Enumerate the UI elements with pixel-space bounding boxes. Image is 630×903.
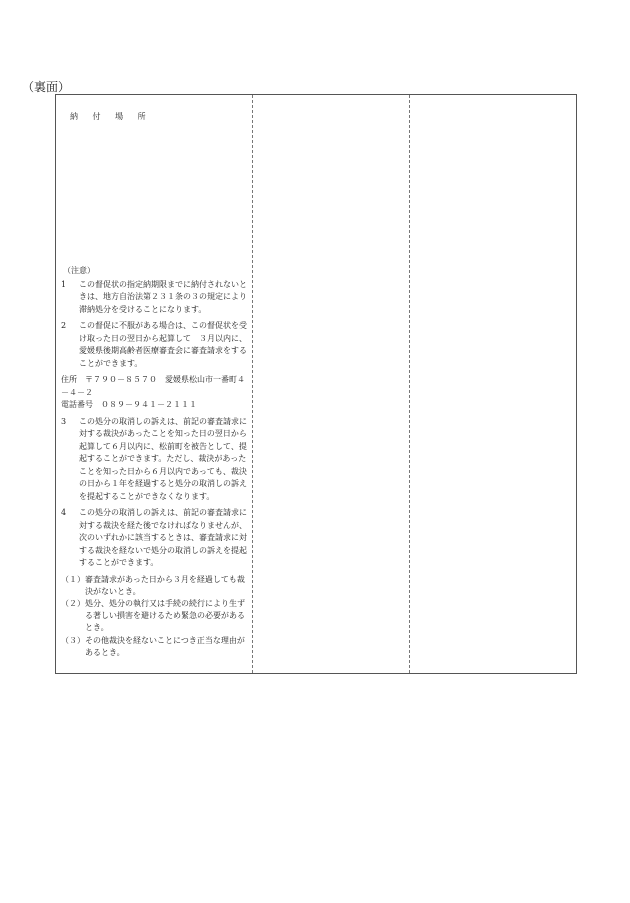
note-text: この督促状の指定納期限までに納付されないときは、地方自治法第２３１条の３の規定により滞納処分を受けることになります。 <box>79 279 247 314</box>
address-line: 住所 〒７９０－８５７０ 愛媛県松山市一番町４－４－２ <box>61 375 245 397</box>
note-item <box>61 320 251 370</box>
sub-note-item <box>61 598 251 635</box>
form-frame <box>55 94 577 674</box>
sub-note-number: （２） <box>61 598 85 608</box>
sub-note-text: その他裁決を経ないことにつき正当な理由があるとき。 <box>85 635 245 657</box>
sub-note-number: （１） <box>61 574 85 584</box>
sub-note-text: 処分、処分の執行又は手続の続行により生ずる著しい損害を避けるため緊急の必要があるとき。 <box>85 598 245 633</box>
sub-note-text: 審査請求があった日から３月を経過しても裁決がないとき。 <box>85 574 245 596</box>
sub-note-number: （３） <box>61 635 85 645</box>
phone-line: 電話番号 ０８９－９４１－２１１１ <box>61 400 197 409</box>
review-board-address <box>61 374 251 412</box>
note-text: この処分の取消しの訴えは、前記の審査請求に対する裁決があったことを知った日の翌日から起算して６月以内に、松前町を被告として、提起することができます。ただし、裁決があったことを知った日から６月以内であっても、裁決の日から１年を経過すると処分の取消しの訴えを提起することができなくなります。 <box>79 416 247 501</box>
payment-place-heading: 納 付 場 所 <box>70 112 152 121</box>
note-number: 3 <box>61 416 67 426</box>
note-item <box>61 279 251 317</box>
note-text: この処分の取消しの訴えは、前記の審査請求に対する裁決を経た後でなければなりませんが、次のいずれかに該当するときは、審査請求に対する裁決を経ないで処分の取消しの訴えを提起することができます。 <box>79 508 247 567</box>
note-number: 2 <box>61 321 67 330</box>
note-text: この督促に不服がある場合は、この督促状を受け取った日の翌日から起算して ３月以内に、愛媛県後期高齢者医療審査会に審査請求をすることができます。 <box>79 321 247 368</box>
notes-title: （注意） <box>63 266 95 275</box>
notes-section <box>61 265 251 659</box>
note-item <box>61 507 251 570</box>
note-number: 4 <box>61 508 67 517</box>
page-label: （裏面） <box>22 80 71 94</box>
note-number: 1 <box>61 279 67 289</box>
sub-note-item <box>61 635 251 659</box>
column-divider <box>252 95 253 673</box>
sub-note-item <box>61 574 251 598</box>
column-divider <box>409 95 410 673</box>
note-item <box>61 416 251 504</box>
